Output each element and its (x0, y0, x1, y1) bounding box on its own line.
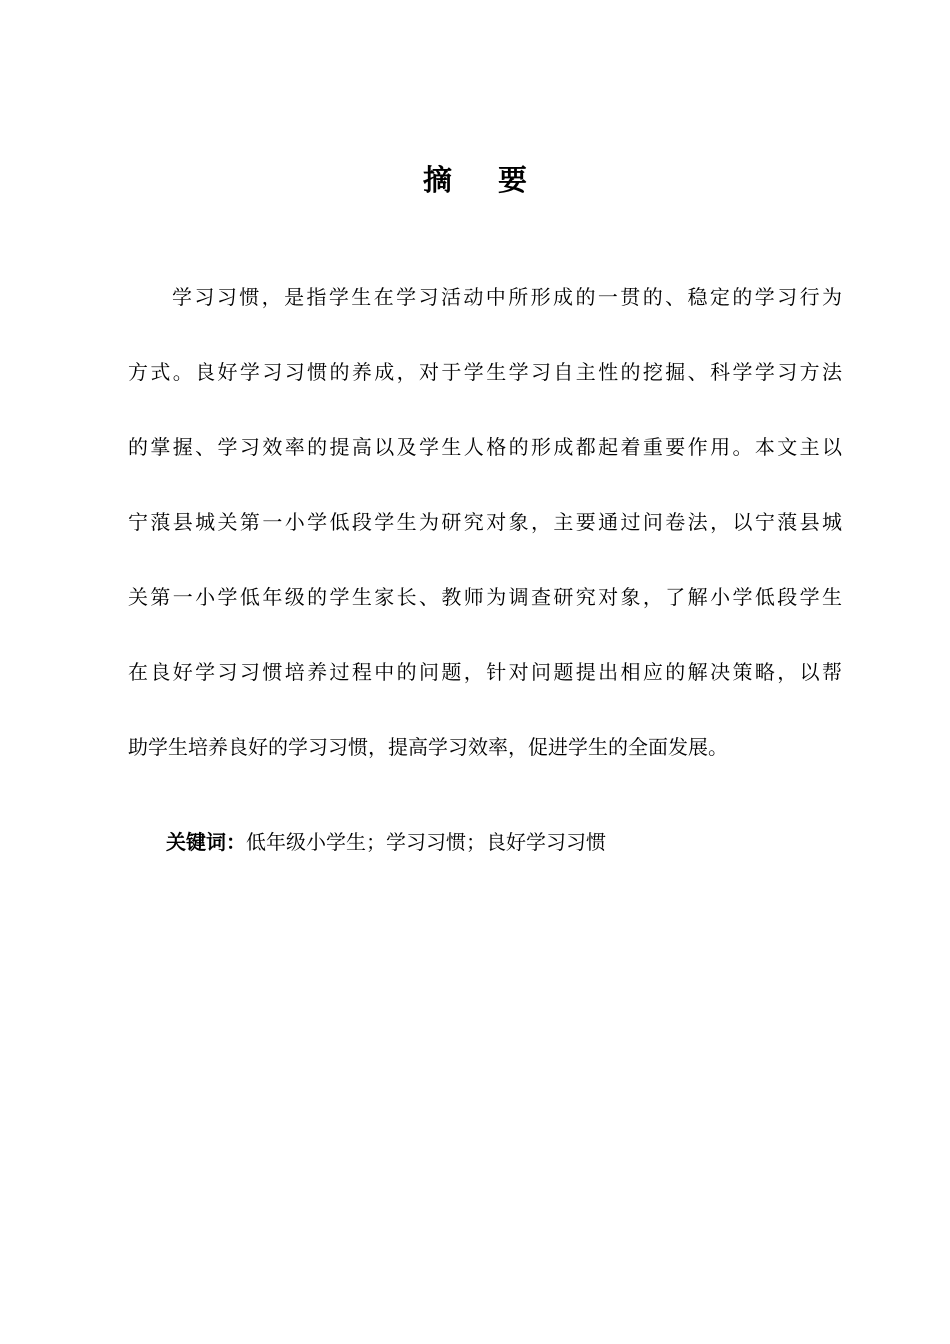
abstract-line-4: 宁蒗县城关第一小学低段学生为研究对象，主要通过问卷法，以宁蒗县城 (128, 510, 842, 534)
abstract-line-2: 方式。良好学习习惯的养成，对于学生学习自主性的挖掘、科学学习方法 (128, 360, 842, 384)
abstract-line-6: 在良好学习习惯培养过程中的问题，针对问题提出相应的解决策略，以帮 (128, 660, 842, 684)
abstract-line-3: 的掌握、学习效率的提高以及学生人格的形成都起着重要作用。本文主以 (128, 435, 842, 459)
keywords-label: 关键词： (166, 830, 246, 854)
abstract-title (0, 160, 950, 200)
abstract-line-7: 助学生培养良好的学习习惯，提高学习效率，促进学生的全面发展。 (128, 735, 728, 759)
title-char-1: 摘 (422, 163, 452, 197)
abstract-line-1: 学习习惯，是指学生在学习活动中所形成的一贯的、稳定的学习行为 (172, 285, 842, 309)
abstract-line-5: 关第一小学低年级的学生家长、教师为调查研究对象，了解小学低段学生 (128, 585, 842, 609)
abstract-body (128, 275, 842, 800)
keywords-text: 低年级小学生；学习习惯；良好学习习惯 (246, 830, 606, 854)
title-char-2: 要 (498, 163, 528, 197)
keywords-line (166, 822, 606, 862)
